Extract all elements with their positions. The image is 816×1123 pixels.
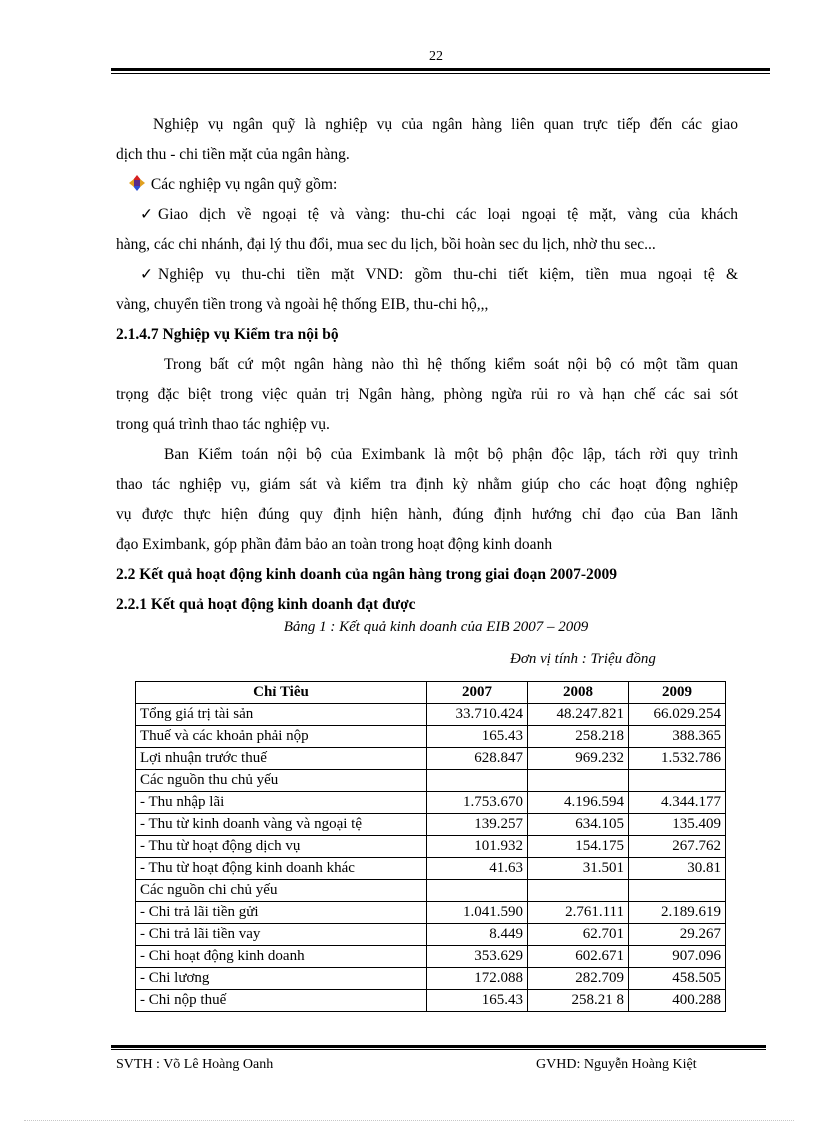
table-header-row bbox=[136, 682, 726, 704]
value-cell: 48.247.821 bbox=[528, 704, 629, 726]
value-cell: 30.81 bbox=[629, 858, 726, 880]
value-cell: 172.088 bbox=[427, 968, 528, 990]
value-cell: 1.041.590 bbox=[427, 902, 528, 924]
heading-2-2-1: 2.2.1 Kết quả hoạt động kinh doanh đạt được bbox=[116, 596, 416, 613]
footer-advisor: GVHD: Nguyễn Hoàng Kiệt bbox=[536, 1057, 697, 1072]
four-arrow-bullet-icon bbox=[129, 172, 147, 188]
row-label-cell: - Chi hoạt động kinh doanh bbox=[136, 946, 427, 968]
header-cell: 2009 bbox=[629, 682, 726, 704]
value-cell bbox=[427, 880, 528, 902]
header-rule bbox=[111, 68, 770, 74]
table-row bbox=[136, 704, 726, 726]
row-label-cell: Các nguồn thu chủ yếu bbox=[136, 770, 427, 792]
value-cell: 258.21 8 bbox=[528, 990, 629, 1012]
value-cell: 139.257 bbox=[427, 814, 528, 836]
row-label-cell: Lợi nhuận trước thuế bbox=[136, 748, 427, 770]
results-table bbox=[135, 681, 726, 1012]
row-label-cell: - Thu từ hoạt động kinh doanh khác bbox=[136, 858, 427, 880]
value-cell: 154.175 bbox=[528, 836, 629, 858]
row-label-cell: - Thu từ hoạt động dịch vụ bbox=[136, 836, 427, 858]
value-cell: 31.501 bbox=[528, 858, 629, 880]
row-label-cell: Tổng giá trị tài sản bbox=[136, 704, 427, 726]
check2-line1: Nghiệp vụ thu-chi tiền mặt VND: gồm thu-chi tiết kiệm, tiền mua ngoại tệ & bbox=[158, 266, 738, 283]
check-icon: ✓ bbox=[140, 206, 153, 223]
table-row bbox=[136, 792, 726, 814]
value-cell: 33.710.424 bbox=[427, 704, 528, 726]
value-cell bbox=[528, 880, 629, 902]
table-unit: Đơn vị tính : Triệu đồng bbox=[510, 651, 656, 667]
value-cell: 628.847 bbox=[427, 748, 528, 770]
value-cell: 165.43 bbox=[427, 990, 528, 1012]
para1-line1: Nghiệp vụ ngân quỹ là nghiệp vụ của ngân hàng liên quan trực tiếp đến các giao bbox=[153, 116, 738, 133]
footer-student: SVTH : Võ Lê Hoàng Oanh bbox=[116, 1057, 274, 1072]
para2-line2: trọng đặc biệt trong việc quản trị Ngân hàng, phòng ngừa rủi ro và hạn chế các sai sót bbox=[116, 386, 738, 403]
value-cell: 165.43 bbox=[427, 726, 528, 748]
row-label-cell: - Thu nhập lãi bbox=[136, 792, 427, 814]
value-cell: 29.267 bbox=[629, 924, 726, 946]
table-row bbox=[136, 858, 726, 880]
value-cell: 4.344.177 bbox=[629, 792, 726, 814]
table-row bbox=[136, 880, 726, 902]
footer-rule bbox=[111, 1045, 766, 1050]
page-number: 22 bbox=[429, 49, 443, 64]
value-cell: 1.753.670 bbox=[427, 792, 528, 814]
table-row bbox=[136, 836, 726, 858]
table-caption: Bảng 1 : Kết quả kinh doanh của EIB 2007 – 2009 bbox=[283, 619, 589, 635]
row-label-cell: - Chi lương bbox=[136, 968, 427, 990]
value-cell: 258.218 bbox=[528, 726, 629, 748]
para3-line3: vụ được thực hiện đúng quy định hiện hành, đúng định hướng chỉ đạo của Ban lãnh bbox=[116, 506, 738, 523]
para1-line2: dịch thu - chi tiền mặt của ngân hàng. bbox=[116, 146, 350, 163]
bullet-intro-row bbox=[129, 170, 751, 200]
row-label-cell: - Chi trả lãi tiền gửi bbox=[136, 902, 427, 924]
value-cell: 135.409 bbox=[629, 814, 726, 836]
table-row bbox=[136, 726, 726, 748]
para2-line1: Trong bất cứ một ngân hàng nào thì hệ thống kiểm soát nội bộ có một tầm quan bbox=[164, 356, 738, 373]
header-cell: Chỉ Tiêu bbox=[136, 682, 427, 704]
row-label-cell: Các nguồn chi chủ yếu bbox=[136, 880, 427, 902]
header-cell: 2007 bbox=[427, 682, 528, 704]
row-label-cell: - Chi trả lãi tiền vay bbox=[136, 924, 427, 946]
value-cell bbox=[629, 880, 726, 902]
value-cell: 267.762 bbox=[629, 836, 726, 858]
value-cell: 2.189.619 bbox=[629, 902, 726, 924]
value-cell: 634.105 bbox=[528, 814, 629, 836]
check2-line1-row bbox=[140, 260, 738, 290]
bullet-intro-text: Các nghiệp vụ ngân quỹ gồm: bbox=[150, 176, 338, 193]
row-label-cell: - Chi nộp thuế bbox=[136, 990, 427, 1012]
value-cell: 66.029.254 bbox=[629, 704, 726, 726]
para2-line3: trong quá trình thao tác nghiệp vụ. bbox=[116, 416, 330, 433]
value-cell: 907.096 bbox=[629, 946, 726, 968]
table-row bbox=[136, 748, 726, 770]
table-row bbox=[136, 990, 726, 1012]
value-cell bbox=[528, 770, 629, 792]
value-cell bbox=[427, 770, 528, 792]
para3-line1: Ban Kiểm toán nội bộ của Eximbank là một bộ phận độc lập, tách rời quy trình bbox=[164, 446, 738, 463]
value-cell: 4.196.594 bbox=[528, 792, 629, 814]
value-cell: 62.701 bbox=[528, 924, 629, 946]
check1-line1: Giao dịch về ngoại tệ và vàng: thu-chi các loại ngoại tệ mặt, vàng của khách bbox=[158, 206, 738, 223]
para3-line4: đạo Eximbank, góp phần đảm bảo an toàn trong hoạt động kinh doanh bbox=[116, 536, 553, 553]
value-cell: 41.63 bbox=[427, 858, 528, 880]
row-label-cell: Thuế và các khoản phải nộp bbox=[136, 726, 427, 748]
page-edge-divider bbox=[24, 1120, 794, 1121]
value-cell: 353.629 bbox=[427, 946, 528, 968]
check-icon: ✓ bbox=[140, 266, 153, 283]
value-cell: 969.232 bbox=[528, 748, 629, 770]
heading-2-2: 2.2 Kết quả hoạt động kinh doanh của ngân hàng trong giai đoạn 2007-2009 bbox=[116, 566, 618, 583]
table-row bbox=[136, 770, 726, 792]
table-row bbox=[136, 968, 726, 990]
value-cell: 2.761.111 bbox=[528, 902, 629, 924]
value-cell: 388.365 bbox=[629, 726, 726, 748]
header-cell: 2008 bbox=[528, 682, 629, 704]
value-cell: 400.288 bbox=[629, 990, 726, 1012]
heading-2-1-4-7: 2.1.4.7 Nghiệp vụ Kiểm tra nội bộ bbox=[116, 326, 339, 343]
table-row bbox=[136, 814, 726, 836]
table-row bbox=[136, 946, 726, 968]
value-cell bbox=[629, 770, 726, 792]
table-row bbox=[136, 924, 726, 946]
value-cell: 602.671 bbox=[528, 946, 629, 968]
value-cell: 458.505 bbox=[629, 968, 726, 990]
value-cell: 1.532.786 bbox=[629, 748, 726, 770]
value-cell: 282.709 bbox=[528, 968, 629, 990]
value-cell: 8.449 bbox=[427, 924, 528, 946]
row-label-cell: - Thu từ kinh doanh vàng và ngoại tệ bbox=[136, 814, 427, 836]
para3-line2: thao tác nghiệp vụ, giám sát và kiểm tra định kỳ nhằm giúp cho các hoạt động nghiệp bbox=[116, 476, 738, 493]
check1-line2: hàng, các chi nhánh, đại lý thu đổi, mua sec du lịch, bồi hoàn sec du lịch, nhờ thu sec... bbox=[116, 236, 656, 253]
table-row bbox=[136, 902, 726, 924]
check2-line2: vàng, chuyển tiền trong và ngoài hệ thống EIB, thu-chi hộ,,, bbox=[116, 296, 489, 313]
value-cell: 101.932 bbox=[427, 836, 528, 858]
check1-line1-row bbox=[140, 200, 738, 230]
